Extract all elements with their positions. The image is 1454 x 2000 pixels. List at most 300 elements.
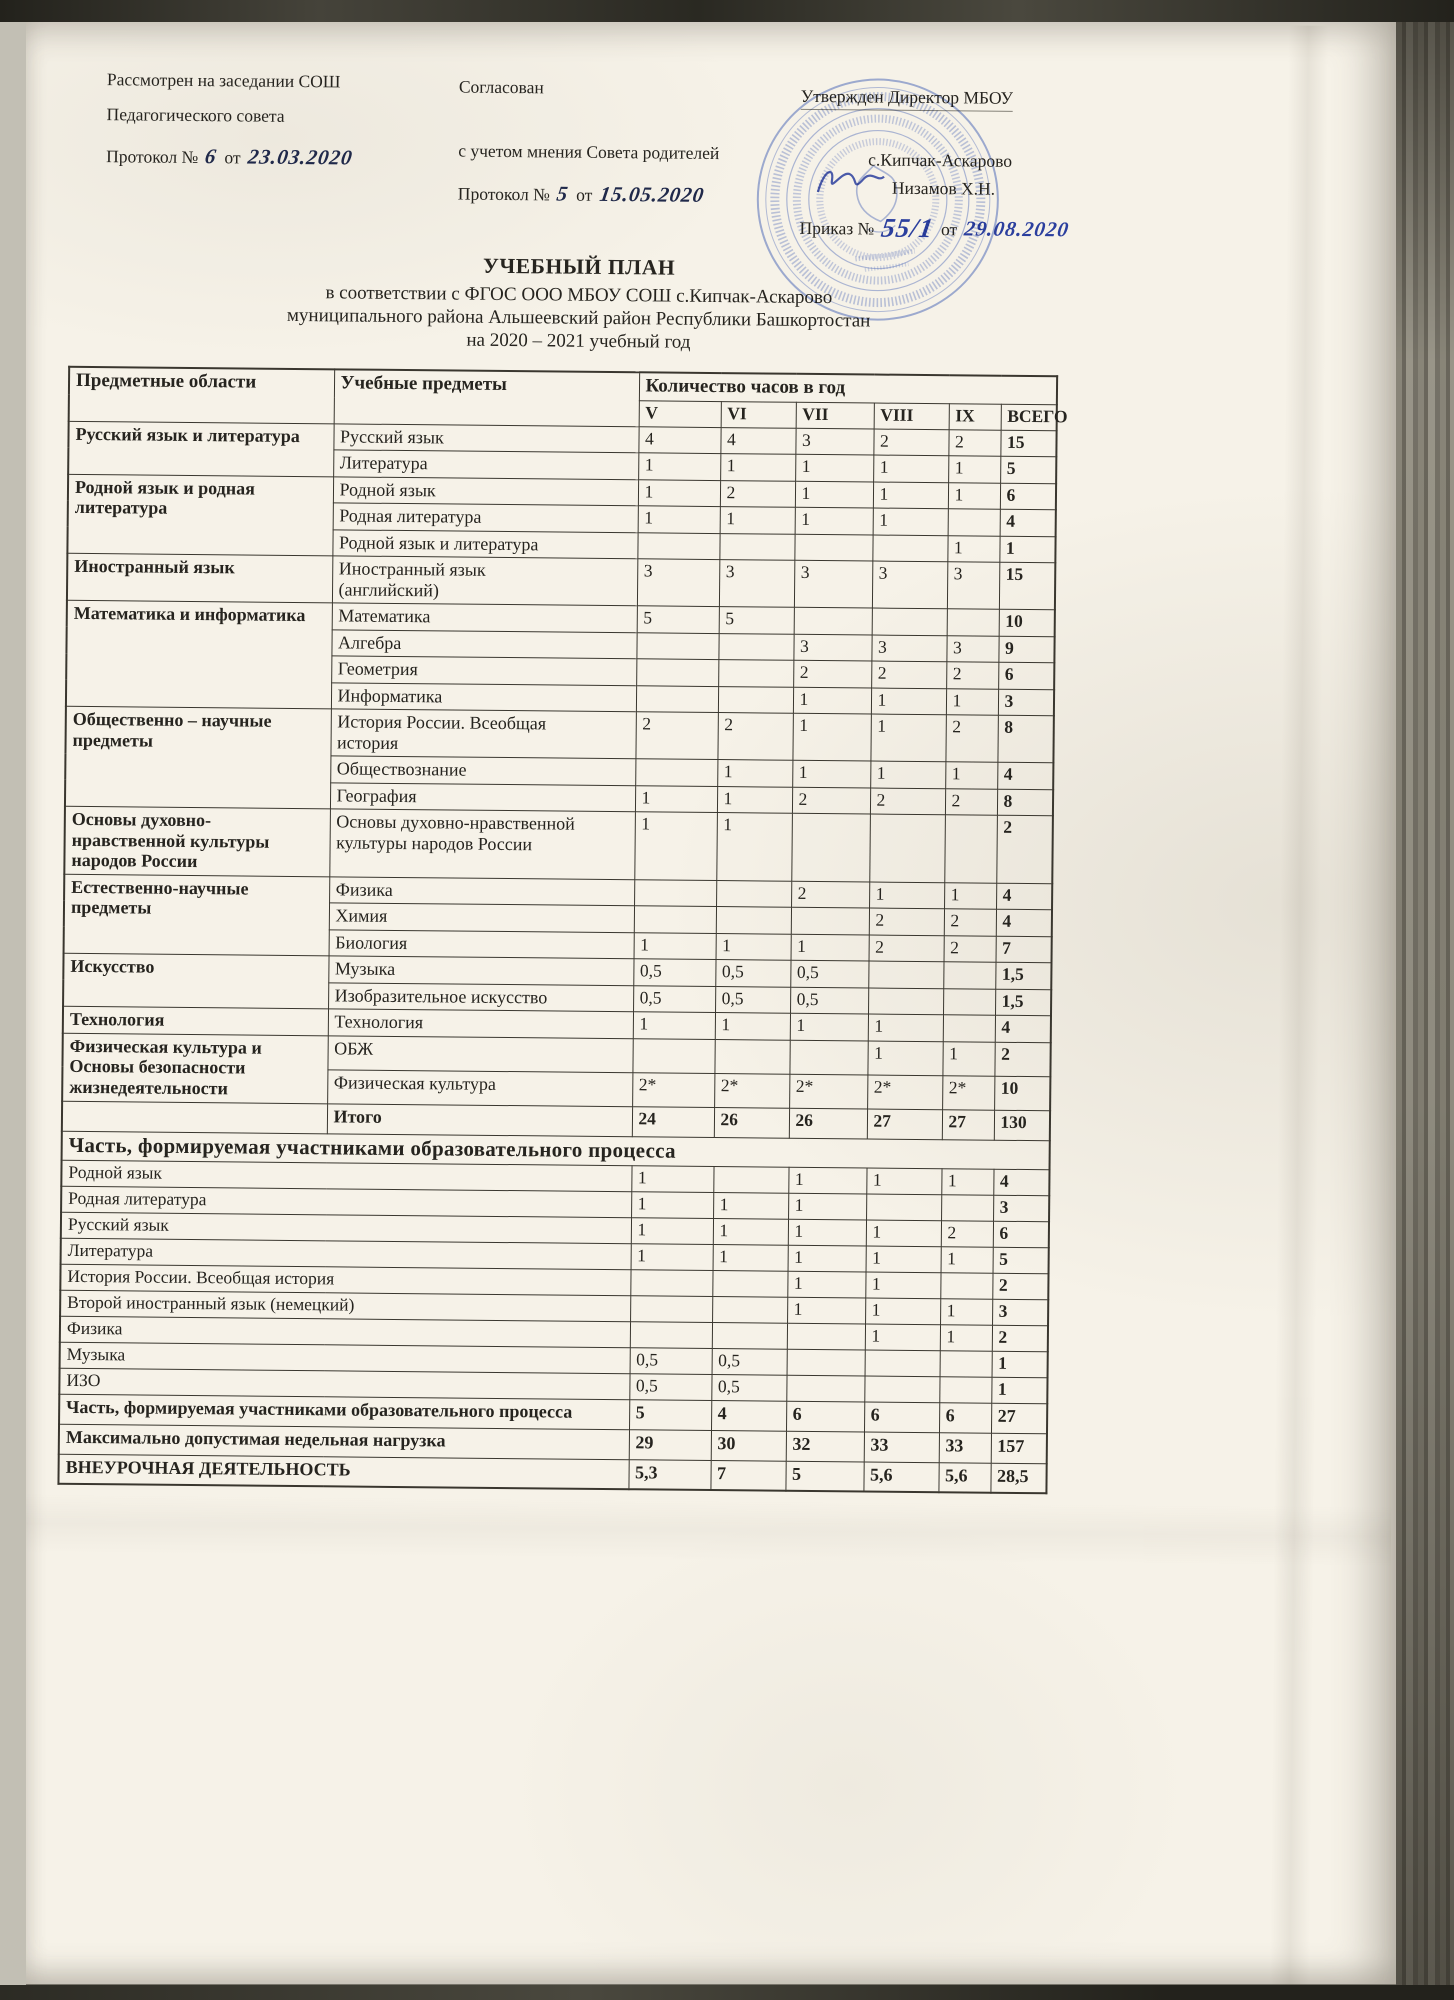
- empty-area-cell: [62, 1101, 327, 1134]
- part2-row-label: Литература: [61, 1239, 631, 1270]
- protocol-number-handwritten: 6: [203, 144, 219, 169]
- hours-cell: [947, 609, 999, 636]
- part2-row-label: Музыка: [60, 1342, 630, 1373]
- hours-cell: [869, 814, 945, 882]
- hours-cell: 1: [720, 454, 795, 481]
- itogo-hours-cell: 26: [789, 1108, 867, 1139]
- hours-cell: 1: [713, 1193, 788, 1220]
- subject-name-cell: Технология: [328, 1009, 633, 1038]
- total-hours-cell: 8: [997, 789, 1053, 816]
- scanner-edge-top: [0, 0, 1454, 22]
- subject-name-cell: Геометрия: [331, 656, 636, 685]
- hours-cell: 1: [638, 506, 720, 533]
- hours-cell: [939, 1377, 991, 1403]
- reviewed-line2: Педагогического совета: [106, 104, 285, 126]
- hours-cell: 1: [948, 482, 1000, 509]
- hours-cell: [940, 1273, 992, 1299]
- hours-cell: [716, 907, 791, 934]
- hours-cell: 29: [629, 1430, 711, 1461]
- ot-label: от: [576, 184, 593, 205]
- subject-name-cell: Родной язык: [333, 476, 638, 505]
- hours-cell: 1: [631, 1192, 713, 1219]
- total-hours-cell: 1: [991, 1377, 1047, 1403]
- hours-cell: 0,5: [790, 987, 868, 1014]
- order-label: Приказ №: [799, 217, 875, 239]
- hours-cell: 5: [637, 606, 719, 633]
- hours-cell: 1: [940, 1325, 992, 1351]
- hours-cell: [941, 1195, 993, 1221]
- hours-cell: 4: [638, 426, 720, 453]
- hours-cell: [712, 1271, 787, 1298]
- subject-area-cell: Искусство: [63, 954, 328, 1010]
- grade-column-header: IX: [949, 403, 1001, 429]
- subject-area-cell: Родной язык и родная литература: [67, 474, 333, 556]
- title-subline2: муниципального района Альшеевский район Республики Башкортостан: [286, 304, 871, 332]
- hours-cell: 2: [869, 935, 944, 962]
- hours-cell: [944, 815, 997, 883]
- total-hours-cell: 4: [1000, 509, 1056, 536]
- subject-name-cell: Литература: [333, 450, 638, 479]
- order-number-handwritten: 55/1: [879, 212, 936, 244]
- subject-name-cell: Изобразительное искусство: [328, 983, 633, 1012]
- approved-line1: Утвержден Директор МБОУ: [801, 85, 1013, 112]
- hours-cell: 2: [946, 662, 998, 689]
- part2-row-label: ВНЕУРОЧНАЯ ДЕЯТЕЛЬНОСТЬ: [58, 1454, 628, 1489]
- hours-cell: 2: [944, 909, 996, 936]
- scanner-edge-bottom: [0, 1985, 1454, 2000]
- hours-cell: 2*: [714, 1073, 789, 1107]
- curriculum-table: [57, 366, 1068, 1495]
- hours-cell: 7: [710, 1460, 785, 1491]
- hours-cell: 0,5: [630, 1348, 712, 1375]
- col-header-hours-per-year: Количество часов в год: [639, 372, 1057, 404]
- hours-cell: 6: [864, 1402, 939, 1433]
- document-title-block: [48, 250, 1109, 358]
- total-hours-cell: 2: [992, 1325, 1048, 1351]
- total-hours-cell: 1: [992, 1351, 1048, 1377]
- hours-cell: 1: [715, 1013, 790, 1040]
- hours-cell: 2: [792, 787, 870, 814]
- hours-cell: 1: [633, 1012, 715, 1039]
- hours-cell: [943, 962, 995, 989]
- subject-area-cell: Естественно-научные предметы: [64, 874, 330, 956]
- total-hours-cell: 8: [997, 716, 1053, 764]
- hours-cell: [634, 880, 716, 907]
- subject-name-cell: Родной язык и литература: [332, 530, 637, 559]
- hours-cell: [786, 1375, 864, 1402]
- hours-cell: 32: [786, 1431, 864, 1462]
- grade-column-header: VII: [796, 402, 874, 429]
- part2-row-label: Часть, формируемая участниками образовательного процесса: [59, 1394, 629, 1429]
- total-hours-cell: 15: [999, 562, 1055, 610]
- hours-cell: [865, 1350, 940, 1377]
- hours-cell: 1: [795, 481, 873, 508]
- total-hours-cell: 9: [998, 636, 1054, 663]
- subject-area-cell: Иностранный язык: [67, 553, 332, 603]
- hours-cell: [634, 906, 716, 933]
- hours-cell: 2: [635, 712, 717, 760]
- part2-row-label: ИЗО: [59, 1368, 629, 1399]
- hours-cell: [872, 535, 947, 562]
- scanned-page: [26, 20, 1398, 1984]
- hours-cell: 3: [719, 560, 794, 608]
- subject-name-cell: Алгебра: [331, 630, 636, 659]
- protocol-label: Протокол №: [457, 183, 550, 205]
- hours-cell: 2*: [942, 1075, 994, 1109]
- itogo-hours-cell: 24: [632, 1106, 714, 1137]
- hours-cell: 1: [865, 1298, 940, 1325]
- subject-area-cell: Технология: [63, 1007, 328, 1036]
- hours-cell: 3: [637, 559, 719, 607]
- hours-cell: [791, 814, 870, 882]
- hours-cell: 1: [787, 1297, 865, 1324]
- hours-cell: 1: [866, 1168, 941, 1195]
- hours-cell: 1: [788, 1194, 866, 1221]
- hours-cell: 1: [634, 812, 717, 880]
- hours-cell: 1: [870, 761, 945, 788]
- title-subline3: на 2020 – 2021 учебный год: [466, 329, 691, 353]
- hours-cell: [868, 988, 943, 1015]
- hours-cell: 1: [791, 934, 869, 961]
- hours-cell: 2*: [789, 1074, 867, 1109]
- itogo-hours-cell: 27: [867, 1109, 942, 1140]
- scan-streak: [1270, 25, 1329, 1989]
- hours-cell: 5: [719, 607, 794, 634]
- hours-cell: [630, 1296, 712, 1323]
- reviewed-line1: Рассмотрен на заседании СОШ: [106, 69, 341, 92]
- hours-cell: 1: [716, 933, 791, 960]
- approved-block: [799, 85, 1141, 256]
- subject-name-cell: Обществознание: [330, 756, 635, 785]
- hours-cell: 3: [793, 634, 871, 661]
- hours-cell: [630, 1322, 712, 1349]
- approved-settlement: с.Кипчак-Аскарово: [868, 149, 1013, 171]
- part2-row-label: Второй иностранный язык (немецкий): [60, 1290, 630, 1321]
- order-date-handwritten: 29.08.2020: [962, 216, 1071, 242]
- hours-cell: 0,5: [715, 960, 790, 987]
- scan-streak: [19, 1493, 1392, 1566]
- part2-row-label: Физика: [60, 1316, 630, 1347]
- hours-cell: 2: [791, 881, 869, 908]
- total-hours-cell: 6: [998, 662, 1054, 689]
- hours-cell: 2: [944, 936, 996, 963]
- hours-cell: 1: [631, 1218, 713, 1245]
- hours-cell: 0,5: [629, 1374, 711, 1401]
- hours-cell: 1: [717, 786, 792, 813]
- hours-cell: 1: [713, 1219, 788, 1246]
- hours-cell: [864, 1376, 939, 1403]
- hours-cell: [868, 961, 943, 988]
- hours-cell: 1: [948, 456, 1000, 483]
- subject-name-cell: ОБЖ: [327, 1036, 632, 1073]
- total-hours-cell: 5: [993, 1247, 1049, 1273]
- hours-cell: 0,5: [633, 959, 715, 986]
- director-signature: [814, 162, 888, 203]
- part2-row-label: История России. Всеобщая история: [60, 1264, 630, 1295]
- hours-cell: 1: [873, 508, 948, 535]
- subject-area-cell: Математика и информатика: [66, 601, 332, 710]
- hours-cell: 1: [638, 453, 720, 480]
- hours-cell: 2: [720, 480, 795, 507]
- total-hours-cell: 15: [1000, 430, 1056, 457]
- part2-row-label: Русский язык: [61, 1213, 631, 1244]
- total-hours-cell: 10: [994, 1076, 1050, 1110]
- itogo-hours-cell: 27: [942, 1109, 994, 1139]
- hours-cell: 1: [631, 1244, 713, 1271]
- hours-cell: 5,6: [938, 1463, 990, 1493]
- total-hours-cell: 4: [996, 910, 1052, 937]
- director-name: Низамов Х.Н.: [892, 177, 1140, 201]
- hours-cell: 1: [793, 687, 871, 714]
- hours-cell: 6: [939, 1403, 991, 1433]
- hours-cell: 2: [945, 715, 997, 763]
- hours-cell: [635, 759, 717, 786]
- hours-cell: 1: [788, 1246, 866, 1273]
- hours-cell: 4: [711, 1400, 786, 1431]
- total-hours-cell: 4: [993, 1170, 1049, 1196]
- hours-cell: 2: [941, 1221, 993, 1247]
- total-hours-cell: 3: [992, 1299, 1048, 1325]
- subject-name-cell: Русский язык: [333, 423, 638, 452]
- hours-cell: [637, 532, 719, 559]
- ot-label: от: [224, 147, 241, 168]
- hours-cell: 1: [873, 455, 948, 482]
- hours-cell: [943, 1015, 995, 1042]
- hours-cell: 1: [631, 1166, 713, 1193]
- document-title: УЧЕБНЫЙ ПЛАН: [482, 253, 676, 280]
- hours-cell: 2: [870, 788, 945, 815]
- subject-name-cell: Иностранный язык (английский): [332, 556, 637, 606]
- hours-cell: [943, 989, 995, 1016]
- hours-cell: 1: [713, 1245, 788, 1272]
- hours-cell: [866, 1194, 941, 1221]
- hours-cell: 3: [795, 428, 873, 455]
- hours-cell: 5,3: [628, 1460, 710, 1491]
- hours-cell: 1: [870, 714, 945, 762]
- hours-cell: 5: [785, 1461, 863, 1492]
- total-hours-cell: 5: [1000, 456, 1056, 483]
- hours-cell: 1: [941, 1169, 993, 1195]
- hours-cell: [636, 686, 718, 713]
- hours-cell: [632, 1039, 714, 1074]
- hours-cell: 1: [867, 1041, 942, 1075]
- hours-cell: [713, 1167, 788, 1194]
- hours-cell: [636, 659, 718, 686]
- subject-name-cell: История России. Всеобщая история: [330, 709, 635, 759]
- agreed-line2: с учетом мнения Совета родителей: [458, 140, 720, 164]
- hours-cell: 1: [792, 761, 870, 788]
- hours-cell: 0,5: [633, 986, 715, 1013]
- hours-cell: [712, 1323, 787, 1350]
- subject-name-cell: География: [330, 783, 635, 812]
- total-hours-cell: 2: [996, 816, 1053, 884]
- reviewed-protocol: [106, 144, 368, 170]
- total-hours-cell: 6: [993, 1222, 1049, 1248]
- part2-section-header: Часть, формируемая участниками образовательного процесса: [62, 1131, 1050, 1170]
- hours-cell: 30: [711, 1430, 786, 1461]
- agreed-line1: Согласован: [458, 76, 544, 98]
- hours-cell: [787, 1349, 865, 1376]
- hours-cell: 1: [866, 1246, 941, 1273]
- subject-name-cell: Родная литература: [333, 503, 638, 532]
- hours-cell: 1: [634, 933, 716, 960]
- hours-cell: 1: [873, 482, 948, 509]
- hours-cell: [948, 509, 1000, 536]
- hours-cell: [718, 633, 793, 660]
- protocol-date-handwritten: 23.03.2020: [246, 144, 355, 170]
- total-hours-cell: 2: [994, 1042, 1050, 1076]
- agreed-protocol: [458, 182, 768, 208]
- hours-cell: 4: [720, 427, 795, 454]
- hours-cell: 33: [939, 1433, 991, 1463]
- hours-cell: [794, 607, 872, 634]
- hours-cell: [636, 632, 718, 659]
- hours-cell: 1: [868, 1014, 943, 1041]
- hours-cell: 1: [788, 1220, 866, 1247]
- hours-cell: 1: [869, 882, 944, 909]
- hours-cell: 1: [638, 479, 720, 506]
- hours-cell: 0,5: [790, 961, 868, 988]
- agreed-block: [458, 76, 769, 222]
- subject-name-cell: Музыка: [328, 956, 633, 985]
- title-subline1: в соответствии с ФГОС ООО МБОУ СОШ с.Кипчак-Аскарово: [325, 282, 833, 309]
- part2-row-label: Максимально допустимая недельная нагрузка: [59, 1424, 629, 1459]
- protocol-label: Протокол №: [106, 146, 199, 168]
- hours-cell: 1: [790, 1014, 868, 1041]
- subject-name-cell: Физическая культура: [327, 1070, 632, 1107]
- hours-cell: 1: [795, 507, 873, 534]
- hours-cell: [791, 908, 869, 935]
- itogo-label-cell: Итого: [327, 1103, 632, 1136]
- subject-area-cell: Русский язык и литература: [68, 421, 333, 477]
- hours-cell: 1: [871, 688, 946, 715]
- hours-cell: 5,6: [863, 1462, 938, 1493]
- total-hours-cell: 3: [993, 1196, 1049, 1222]
- total-hours-cell: 1,5: [995, 963, 1051, 990]
- subject-name-cell: Основы духовно-нравственной культуры народов России: [329, 809, 635, 879]
- col-header-subject-areas: Предметные области: [69, 367, 335, 424]
- hours-cell: 1: [947, 535, 999, 562]
- hours-cell: 1: [792, 714, 870, 762]
- hours-cell: [872, 608, 947, 635]
- scanner-edge-left: [0, 0, 26, 2000]
- hours-cell: 1: [944, 883, 996, 910]
- hours-cell: 1: [946, 688, 998, 715]
- hours-cell: 3: [794, 560, 872, 608]
- total-hours-cell: 1: [999, 536, 1055, 563]
- hours-cell: 1: [865, 1272, 940, 1299]
- hours-cell: 2: [717, 713, 792, 761]
- total-hours-cell: 28,5: [990, 1463, 1046, 1494]
- itogo-hours-cell: 26: [714, 1107, 789, 1138]
- hours-cell: 1: [716, 813, 792, 881]
- total-hours-cell: 4: [997, 763, 1053, 790]
- total-hours-cell: 4: [995, 1016, 1051, 1043]
- hours-cell: 1: [720, 507, 795, 534]
- hours-cell: 3: [872, 561, 947, 609]
- hours-cell: 1: [866, 1220, 941, 1247]
- hours-cell: 1: [795, 454, 873, 481]
- total-hours-cell: 157: [991, 1433, 1047, 1464]
- total-hours-cell: 7: [996, 936, 1052, 963]
- total-hours-cell: 4: [996, 883, 1052, 910]
- grade-column-header: V: [639, 400, 721, 427]
- total-hours-cell: 10: [999, 609, 1055, 636]
- hours-cell: 0,5: [715, 986, 790, 1013]
- subject-name-cell: Физика: [329, 877, 634, 906]
- total-hours-cell: 2: [992, 1273, 1048, 1299]
- hours-cell: 2: [873, 429, 948, 456]
- hours-cell: 1: [945, 762, 997, 789]
- hours-cell: 2: [945, 789, 997, 816]
- hours-cell: 1: [635, 786, 717, 813]
- hours-cell: 1: [788, 1168, 866, 1195]
- hours-cell: 1: [942, 1042, 994, 1076]
- total-hours-cell: 6: [1000, 483, 1056, 510]
- hours-cell: 2: [948, 429, 1000, 456]
- hours-cell: [789, 1040, 867, 1075]
- hours-cell: [718, 686, 793, 713]
- subject-name-cell: Химия: [329, 903, 634, 932]
- grade-column-header: VI: [721, 401, 796, 428]
- reviewed-block: [106, 68, 369, 184]
- col-header-subjects: Учебные предметы: [334, 369, 640, 426]
- grade-column-header: VIII: [874, 403, 949, 430]
- total-hours-cell: 3: [998, 689, 1054, 716]
- hours-cell: 1: [865, 1324, 940, 1351]
- hours-cell: [630, 1270, 712, 1297]
- subject-name-cell: Математика: [332, 603, 637, 632]
- hours-cell: 3: [946, 635, 998, 662]
- hours-cell: [940, 1351, 992, 1377]
- hours-cell: 0,5: [712, 1349, 787, 1376]
- subject-area-cell: Основы духовно-нравственной культуры народов России: [64, 807, 330, 877]
- hours-cell: [718, 660, 793, 687]
- hours-cell: 1: [787, 1271, 865, 1298]
- hours-cell: 2: [793, 661, 871, 688]
- hours-cell: 1: [940, 1299, 992, 1325]
- hours-cell: [716, 880, 791, 907]
- hours-cell: 2*: [632, 1072, 714, 1107]
- order-line: [799, 214, 1139, 242]
- grade-column-header: ВСЕГО: [1001, 404, 1057, 430]
- scanner-edge-right: [1396, 0, 1454, 2000]
- hours-cell: [714, 1040, 789, 1074]
- itogo-total-cell: 130: [994, 1110, 1050, 1141]
- hours-cell: 1: [941, 1247, 993, 1273]
- hours-cell: [719, 533, 794, 560]
- protocol-date-handwritten: 15.05.2020: [597, 181, 706, 207]
- hours-cell: 2: [869, 908, 944, 935]
- total-hours-cell: 1,5: [995, 989, 1051, 1016]
- hours-cell: [712, 1297, 787, 1324]
- hours-cell: 0,5: [711, 1374, 786, 1401]
- hours-cell: [787, 1323, 865, 1350]
- hours-cell: 1: [717, 760, 792, 787]
- protocol-number-handwritten: 5: [555, 181, 571, 206]
- hours-cell: [794, 534, 872, 561]
- subject-area-cell: Физическая культура и Основы безопасности жизнедеятельности: [62, 1033, 328, 1103]
- hours-cell: 2: [871, 661, 946, 688]
- hours-cell: 3: [871, 635, 946, 662]
- subject-name-cell: Информатика: [331, 683, 636, 712]
- hours-cell: 5: [629, 1400, 711, 1431]
- part2-row-label: Родной язык: [61, 1161, 631, 1192]
- total-hours-cell: 27: [991, 1403, 1047, 1434]
- hours-cell: 2*: [867, 1075, 942, 1109]
- hours-cell: 6: [786, 1401, 864, 1432]
- subject-name-cell: Биология: [329, 930, 634, 959]
